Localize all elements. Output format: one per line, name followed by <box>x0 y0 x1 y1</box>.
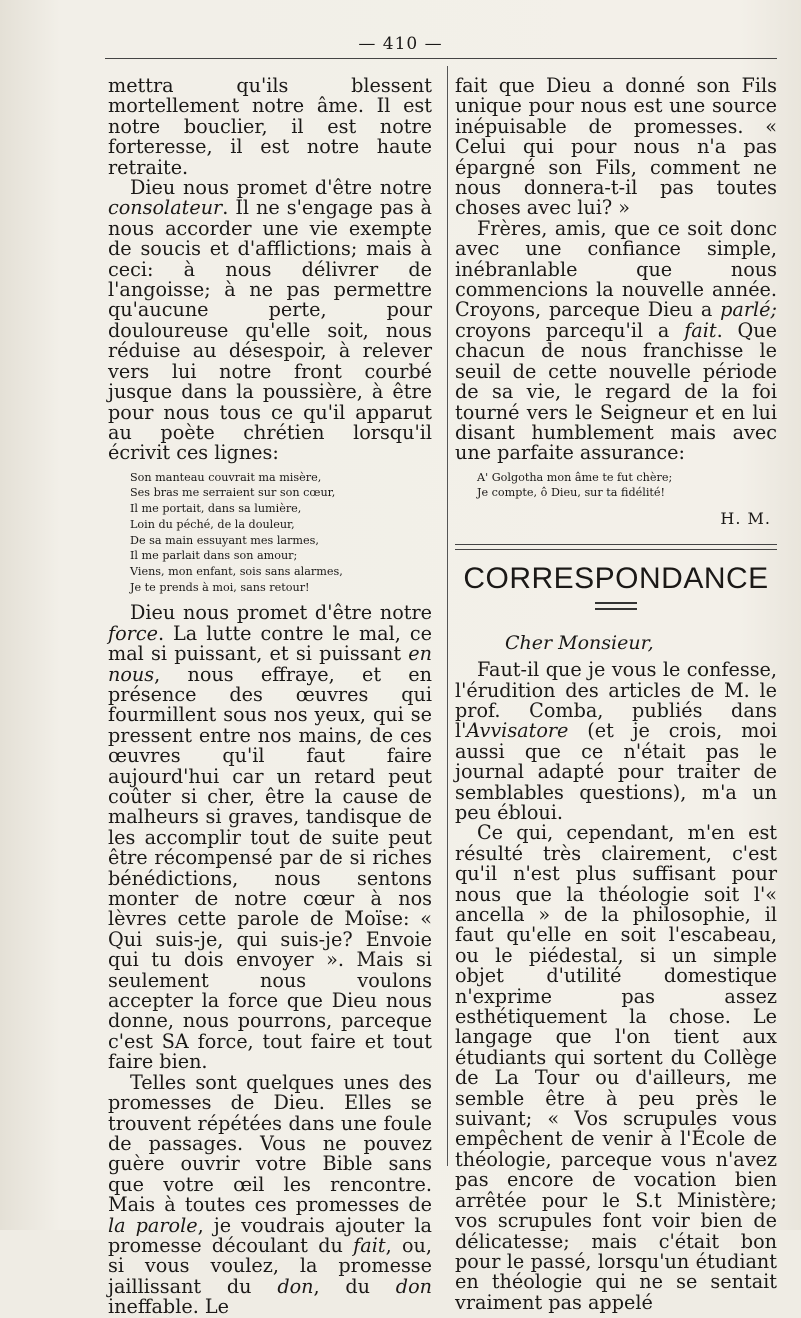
text-run: , ou, si vous voulez, la promesse jaillissant du <box>108 1233 432 1298</box>
poem-line: Loin du péché, de la douleur, <box>130 517 295 531</box>
text-run: . Il ne s'engage pas à nous accorder une vie exempte de soucis et d'afflictions; mais à ceci: à nous délivrer de l'angoisse; à ne pas permettre qu'aucune perte, pour douloureuse qu'elle soit, nous réduise au désespoir, à relever vers lui notre front courbé jusque dans la poussière, à être pour nous tous ce qu'il apparut au poète chrétien lorsqu'il écrivit ces lignes: <box>108 196 432 465</box>
section-heading: CORRESPONDANCE <box>463 562 769 596</box>
right-column <box>455 76 777 1313</box>
text-run: Faut-il que je vous le confesse, l'érudition des articles de M. le prof. Comba, publiés dans l' <box>455 658 777 743</box>
text-run: . La lutte contre le mal, ce mal si puissant, et si puissant <box>108 621 432 666</box>
left-column <box>108 76 432 1318</box>
text-run: (et je crois, moi aussi que ce n'était pas le journal adapté pour traiter de semblables questions), m'a un peu ébloui. <box>455 719 777 824</box>
poem-line: Viens, mon enfant, sois sans alarmes, <box>130 564 343 578</box>
poem-line: Il me portait, dans sa lumière, <box>130 502 302 516</box>
text-run: Dieu nous promet d'être notre <box>130 601 432 625</box>
emphasis: don <box>277 1274 314 1298</box>
poem-line: Il me parlait dans son amour; <box>130 549 298 563</box>
signature: H. M. <box>720 509 771 529</box>
poem-line: De sa main essuyant mes larmes, <box>130 533 319 547</box>
poem <box>477 470 777 501</box>
emphasis: en nous <box>108 642 432 686</box>
paragraph: mettra qu'ils blessent mortellement notre âme. Il est notre bouclier, il est notre forteresse, il est notre haute retraite. <box>108 74 432 179</box>
paragraph <box>108 603 432 1072</box>
paragraph: Ce qui, cependant, m'en est résulté très clairement, c'est qu'il n'est plus suffisant pour nous que la théologie soit l'« ancella » de la philosophie, il faut qu'elle en soit l'escabeau, ou le piédestal, si un simple objet d'utilité domestique n'exprime pas assez esthétiquement la chose. Le langage que l'on tient aux étudiants qui sortent du Collège de La Tour ou d'ailleurs, me semble être à peu près le suivant; « Vos scrupules vous empêchent de venir à l'École de théologie, parceque vous n'avez pas encore de vocation bien arrêtée pour le S.t Ministère; vos scrupules font voir bien de délicatesse; mais c'était bon pour le passé, lorsqu'un étudiant en théologie qui ne se sentait vraiment pas appelé <box>455 821 777 1314</box>
emphasis: parlé; <box>720 298 777 322</box>
poem-line: Je te prends à moi, sans retour! <box>130 580 310 594</box>
text-run: Telles sont quelques unes des promesses de Dieu. Elles se trouvent répétées dans une foule de passages. Vous ne pouvez guère ouvrir votre Bible sans que votre œil les rencontre. Mais à toutes ces promesses de <box>108 1070 432 1217</box>
column-divider <box>447 66 448 1166</box>
header-rule <box>105 58 777 59</box>
paragraph <box>108 178 432 464</box>
paragraph <box>455 216 777 465</box>
text-run: . Que chacun de nous franchisse le seuil de cette nouvelle période de sa vie, le regard de la foi tourné vers le Seigneur et en lui disant humblement mais avec une parfaite assurance: <box>455 318 777 465</box>
text-run: Dieu nous promet d'être notre <box>130 176 432 200</box>
poem <box>130 470 432 596</box>
poem-line: Ses bras me serraient sur son cœur, <box>130 486 336 500</box>
emphasis: fait <box>353 1233 386 1257</box>
emphasis: la parole <box>108 1213 198 1237</box>
text-run: , je voudrais ajouter la promesse découlant du <box>108 1213 432 1257</box>
page-number: — 410 — <box>358 34 443 54</box>
text-run: Frères, amis, que ce soit donc avec une confiance simple, inébranlable que nous commencions la nouvelle année. Croyons, parceque Dieu a <box>455 216 777 322</box>
poem-line: Son manteau couvrait ma misère, <box>130 470 322 484</box>
paragraph <box>108 1070 432 1318</box>
emphasis: don <box>395 1274 432 1298</box>
text-run: ineffable. Le <box>108 1295 229 1318</box>
emphasis: Avvisatore <box>466 719 569 743</box>
heading-ornament <box>595 602 637 610</box>
text-run: , du <box>313 1274 396 1298</box>
poem-line: Je compte, ô Dieu, sur ta fidélité! <box>477 486 666 500</box>
text-run: croyons parcequ'il a <box>455 318 685 342</box>
paragraph <box>455 660 777 823</box>
emphasis: consolateur <box>108 196 223 220</box>
poem-line: A' Golgotha mon âme te fut chère; <box>477 470 673 484</box>
text-run: , nous effraye, et en présence des œuvres qui fourmillent sous nos yeux, qui se pressent entre nos mains, de ces œuvres qu'il faut faire aujourd'hui car un retard peut coûter si cher, être la cause de malheurs si graves, tandisque de les accomplir tout de suite peut être récompensé par de si riches bénédictions, nous sentons monter de notre cœur à nos lèvres cette parole de Moïse: « Qui suis-je, qui suis-je? Envoie qui tu dois envoyer ». Mais si seulement nous voulons accepter la force que Dieu nous donne, nous pourrons, parceque c'est SA force, tout faire et tout faire bien. <box>108 662 432 1074</box>
section-rule <box>455 544 777 550</box>
salutation: Cher Monsieur, <box>505 632 654 655</box>
paragraph: fait que Dieu a donné son Fils unique pour nous est une source inépuisable de promesses. « Celui qui pour nous n'a pas épargné son Fils, comment ne nous donnera-t-il pas toutes choses avec lui? » <box>455 74 777 220</box>
emphasis: fait <box>684 318 717 342</box>
emphasis: force <box>108 621 158 645</box>
